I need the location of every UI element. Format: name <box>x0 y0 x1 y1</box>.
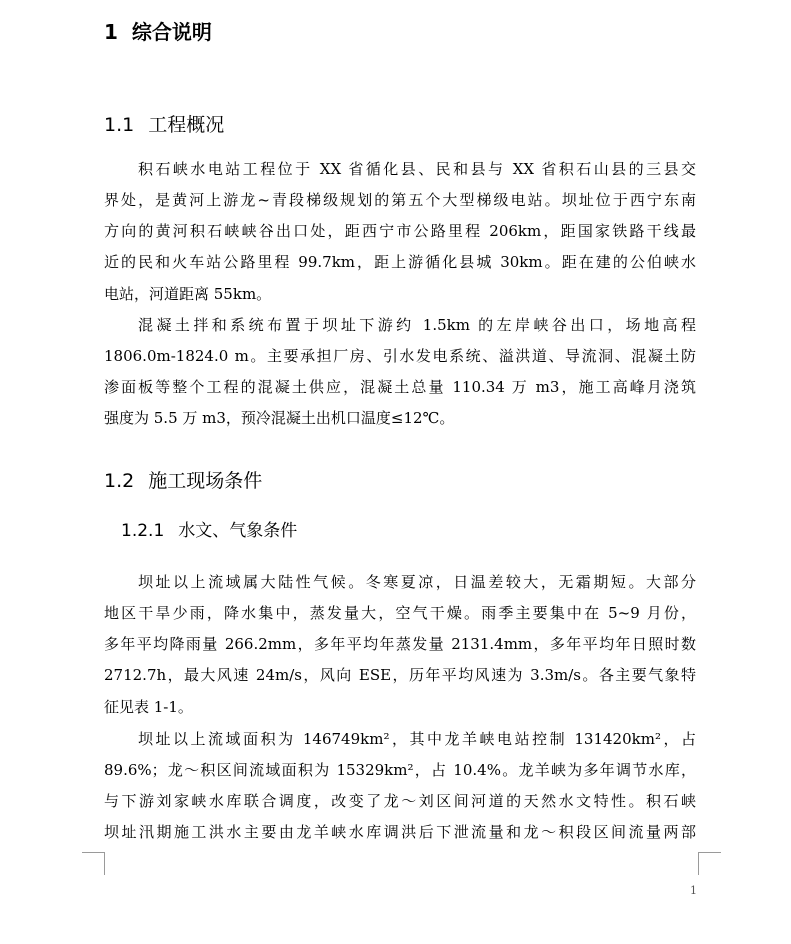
paragraph-line: 方向的黄河积石峡峡谷出口处，距西宁市公路里程 206km，距国家铁路干线最 <box>104 222 696 240</box>
heading-1-2-1 <box>121 516 297 541</box>
paragraph-line: 近的民和火车站公路里程 99.7km，距上游循化县城 30km。距在建的公伯峡水 <box>104 253 696 271</box>
heading-1-2-number: 1.2 <box>104 470 135 492</box>
paragraph-line: 强度为 5.5 万 m3，预冷混凝土出机口温度≤12℃。 <box>104 409 455 427</box>
heading-1-1-title: 工程概况 <box>148 114 225 136</box>
page-number: 1 <box>690 884 697 897</box>
heading-1-1-number: 1.1 <box>104 114 135 136</box>
paragraph-line: 89.6%；龙～积区间流域面积为 15329km²，占 10.4%。龙羊峡为多年调节水库， <box>104 761 696 779</box>
paragraph-line: 坝址以上流域面积为 146749km²，其中龙羊峡电站控制 131420km²，占 <box>138 730 696 748</box>
heading-1-2-1-number: 1.2.1 <box>121 521 165 541</box>
paragraph-line: 电站，河道距离 55km。 <box>104 285 272 303</box>
paragraph-line: 地区干旱少雨，降水集中，蒸发量大，空气干燥。雨季主要集中在 5~9 月份， <box>104 604 696 622</box>
heading-1-2-1-title: 水文、气象条件 <box>178 521 298 541</box>
paragraph-line: 1806.0m-1824.0 m。主要承担厂房、引水发电系统、溢洪道、导流洞、混凝土防 <box>104 347 696 365</box>
paragraph-line: 渗面板等整个工程的混凝土供应，混凝土总量 110.34 万 m3，施工高峰月浇筑 <box>104 378 696 396</box>
crop-mark-right <box>698 852 721 875</box>
paragraph-line: 积石峡水电站工程位于 XX 省循化县、民和县与 XX 省积石山县的三县交 <box>138 160 696 178</box>
heading-1-number: 1 <box>104 20 118 44</box>
paragraph-line: 与下游刘家峡水库联合调度，改变了龙～刘区间河道的天然水文特性。积石峡 <box>104 792 696 810</box>
crop-mark-left <box>82 852 105 875</box>
paragraph-line: 坝址汛期施工洪水主要由龙羊峡水库调洪后下泄流量和龙～积段区间流量两部 <box>104 823 696 841</box>
heading-1-title: 综合说明 <box>131 20 212 44</box>
heading-1-2-title: 施工现场条件 <box>148 470 263 492</box>
paragraph-line: 征见表 1-1。 <box>104 698 193 716</box>
paragraph-line: 界处，是黄河上游龙~青段梯级规划的第五个大型梯级电站。坝址位于西宁东南 <box>104 191 696 209</box>
heading-1-1 <box>104 110 224 137</box>
paragraph-line: 坝址以上流域属大陆性气候。冬寒夏凉，日温差较大，无霜期短。大部分 <box>138 573 696 591</box>
heading-1-2 <box>104 466 262 493</box>
paragraph-line: 混凝土拌和系统布置于坝址下游约 1.5km 的左岸峡谷出口，场地高程 <box>138 316 696 334</box>
heading-1 <box>104 16 212 45</box>
paragraph-line: 多年平均降雨量 266.2mm，多年平均年蒸发量 2131.4mm，多年平均年日照时数 <box>104 635 696 653</box>
paragraph-line: 2712.7h，最大风速 24m/s，风向 ESE，历年平均风速为 3.3m/s。各主要气象特 <box>104 666 696 684</box>
